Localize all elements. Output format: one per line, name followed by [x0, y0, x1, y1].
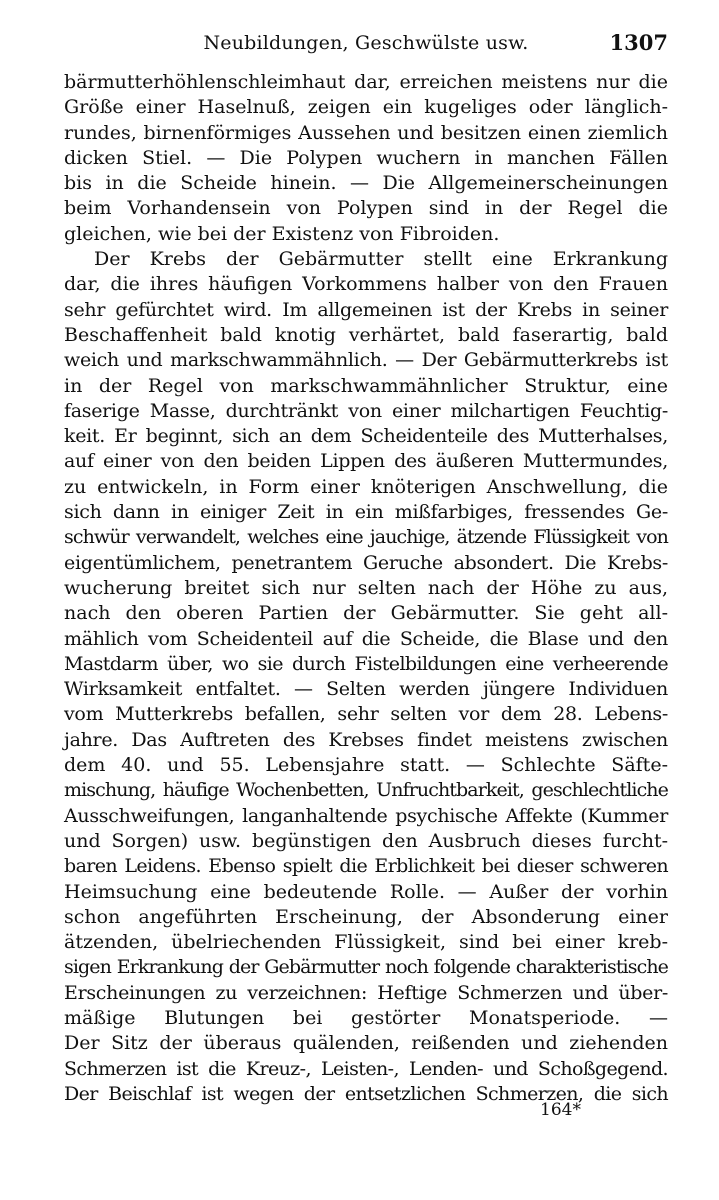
text-line: keit. Er beginnt, sich an dem Scheidenteile des Mutterhalses, [64, 425, 668, 448]
text-line: nach den oberen Partien der Gebärmutter. Sie geht all- [64, 602, 668, 625]
text-line: Schmerzen ist die Kreuz-, Leisten-, Lenden- und Schoßgegend. [64, 1057, 668, 1080]
text-line: dem 40. und 55. Lebensjahre statt. — Schlechte Säfte- [64, 754, 668, 777]
text-line: rundes, birnenförmiges Aussehen und besitzen einen ziemlich [64, 121, 668, 144]
text-line: sich dann in einiger Zeit in ein mißfarbiges, fressendes Ge- [64, 501, 668, 524]
text-line: faserige Masse, durchtränkt von einer milchartigen Feuchtig- [64, 399, 668, 422]
text-line: vom Mutterkrebs befallen, sehr selten vor dem 28. Lebens- [64, 703, 668, 726]
text-line: Wirksamkeit entfaltet. — Selten werden jüngere Individuen [64, 678, 668, 701]
text-line: Erscheinungen zu verzeichnen: Heftige Schmerzen und über- [64, 981, 668, 1004]
text-line: Heimsuchung eine bedeutende Rolle. — Außer der vorhin [64, 880, 668, 903]
text-line: schwür verwandelt, welches eine jauchige, ätzende Flüssigkeit von [64, 526, 668, 549]
text-line: baren Leidens. Ebenso spielt die Erblichkeit bei dieser schweren [64, 855, 668, 878]
running-title: Neubildungen, Geschwülste usw. [203, 32, 529, 54]
text-line: wucherung breitet sich nur selten nach der Höhe zu aus, [64, 576, 668, 599]
text-line: dar, die ihres häufigen Vorkommens halber von den Frauen [64, 273, 668, 296]
text-line: weich und markschwammähnlich. — Der Gebärmutterkrebs ist [64, 349, 668, 372]
signature-mark: 164* [540, 1100, 581, 1120]
text-line: Der Sitz der überaus quälenden, reißenden und ziehenden [64, 1032, 668, 1055]
text-line: mählich vom Scheidenteil auf die Scheide, die Blase und den [64, 627, 668, 650]
text-line: und Sorgen) usw. begünstigen den Ausbruch dieses furcht- [64, 829, 668, 852]
text-line: schon angeführten Erscheinung, der Absonderung einer [64, 905, 668, 928]
paragraph-start-line: Der Krebs der Gebärmutter stellt eine Erkrankung [94, 248, 668, 271]
text-line: dicken Stiel. — Die Polypen wuchern in manchen Fällen [64, 146, 668, 169]
body-text [64, 70, 668, 1107]
text-line: eigentümlichem, penetrantem Geruche absondert. Die Krebs- [64, 551, 668, 574]
text-line: Größe einer Haselnuß, zeigen ein kugeliges oder länglich- [64, 96, 668, 119]
text-line: jahre. Das Auftreten des Krebses findet meistens zwischen [64, 728, 668, 751]
page-number: 1307 [609, 30, 668, 55]
text-line: zu entwickeln, in Form einer knöterigen Anschwellung, die [64, 475, 668, 498]
text-line: Beschaffenheit bald knotig verhärtet, bald faserartig, bald [64, 323, 668, 346]
text-line: in der Regel von markschwammähnlicher Struktur, eine [64, 374, 668, 397]
text-line: mischung, häufige Wochenbetten, Unfruchtbarkeit, geschlechtliche [64, 779, 668, 802]
text-line: gleichen, wie bei der Existenz von Fibroiden. [64, 222, 500, 245]
text-line: Mastdarm über, wo sie durch Fistelbildungen eine verheerende [64, 652, 668, 675]
text-line: Der Beischlaf ist wegen der entsetzlichen Schmerzen, die sich [64, 1082, 668, 1105]
text-line: bis in die Scheide hinein. — Die Allgemeinerscheinungen [64, 172, 668, 195]
running-head [64, 28, 668, 58]
text-line: sigen Erkrankung der Gebärmutter noch folgende charakteristische [64, 956, 668, 979]
text-line: ätzenden, übelriechenden Flüssigkeit, sind bei einer kreb- [64, 931, 668, 954]
text-line: mäßige Blutungen bei gestörter Monatsperiode. — [64, 1006, 668, 1029]
text-line: bärmutterhöhlenschleimhaut dar, erreichen meistens nur die [64, 71, 668, 93]
text-line: Ausschweifungen, langanhaltende psychische Affekte (Kummer [64, 804, 668, 827]
text-line: auf einer von den beiden Lippen des äußeren Muttermundes, [64, 450, 668, 473]
text-line: beim Vorhandensein von Polypen sind in der Regel die [64, 197, 668, 220]
text-line: sehr gefürchtet wird. Im allgemeinen ist der Krebs in seiner [64, 298, 668, 321]
